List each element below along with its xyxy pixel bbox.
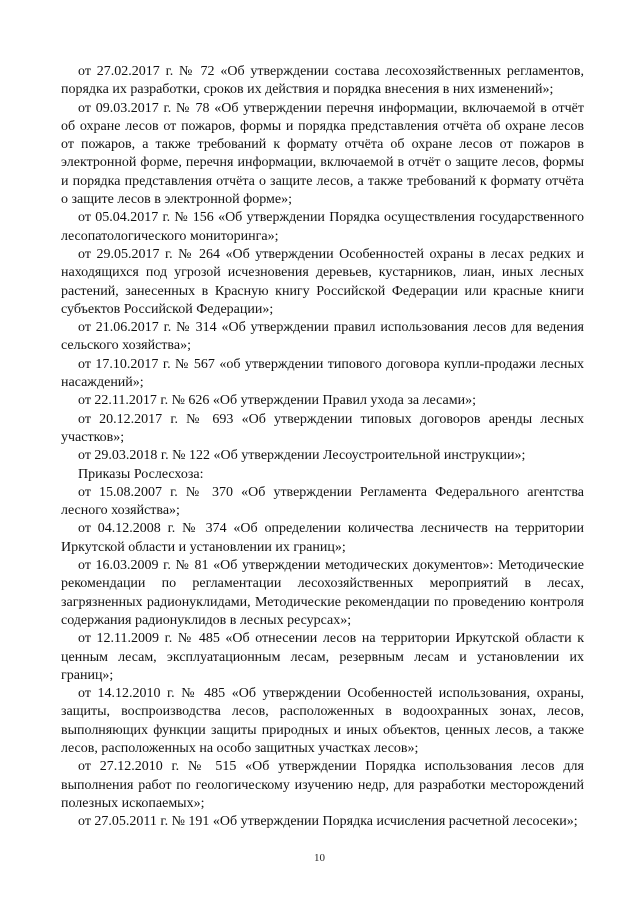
paragraph: от 09.03.2017 г. № 78 «Об утверждении перечня информации, включаемой в отчёт об охране лесов от пожаров, формы и порядка представления отчёта об охране лесов от пожаров, а также требований к формату отчёта об охране лесов от пожаров в электронной форме, перечня информации, включаемой в отчёт о защите лесов, формы и порядка представления отчёта о защите лесов, а также требований к формату отчёта о защите лесов в электронной форме»; xyxy=(61,100,584,208)
paragraph: от 14.12.2010 г. № 485 «Об утверждении Особенностей использования, охраны, защиты, воспроизводства лесов, расположенных в водоохранных зонах, лесов, выполняющих функции защиты природных и иных объектов, ценных лесов, а также лесов, расположенных на особо защитных участках лесов»; xyxy=(61,686,584,756)
paragraph: от 20.12.2017 г. № 693 «Об утверждении типовых договоров аренды лесных участков»; xyxy=(61,411,584,445)
paragraph: от 21.06.2017 г. № 314 «Об утверждении правил использования лесов для ведения сельского хозяйства»; xyxy=(61,320,584,354)
paragraph: от 29.05.2017 г. № 264 «Об утверждении Особенностей охраны в лесах редких и находящихся под угрозой исчезновения деревьев, кустарников, лиан, иных лесных растений, занесенных в Красную книгу Российской Федерации или красные книги субъектов Российской Федерации»; xyxy=(61,246,584,317)
paragraph: от 05.04.2017 г. № 156 «Об утверждении Порядка осуществления государственного лесопатологического мониторинга»; xyxy=(61,210,584,244)
page-number: 10 xyxy=(314,852,325,864)
section-heading: Приказы Рослесхоза: xyxy=(78,466,204,482)
document-body xyxy=(61,63,584,831)
paragraph: от 29.03.2018 г. № 122 «Об утверждении Лесоустроительной инструкции»; xyxy=(78,448,526,464)
paragraph: от 17.10.2017 г. № 567 «об утверждении типового договора купли-продажи лесных насаждений»; xyxy=(61,356,584,391)
paragraph: от 12.11.2009 г. № 485 «Об отнесении лесов на территории Иркутской области к ценным лесам, эксплуатационным лесам, резервным лесам и установлении их границ»; xyxy=(61,631,584,683)
paragraph: от 22.11.2017 г. № 626 «Об утверждении Правил ухода за лесами»; xyxy=(78,393,476,409)
paragraph: от 27.12.2010 г. № 515 «Об утверждении Порядка использования лесов для выполнения работ по геологическому изучению недр, для разработки месторождений полезных ископаемых»; xyxy=(61,759,584,811)
paragraph: от 27.05.2011 г. № 191 «Об утверждении Порядка исчисления расчетной лесосеки»; xyxy=(78,814,578,830)
paragraph: от 16.03.2009 г. № 81 «Об утверждении методических документов»: Методические рекомендации по регламентации лесохозяйственных мероприятий в лесах, загрязненных радионуклидами, Методические рекомендации по проведению контроля содержания радионуклидов в лесных ресурсах»; xyxy=(61,558,584,628)
paragraph: от 04.12.2008 г. № 374 «Об определении количества лесничеств на территории Иркутской области и установлении их границ»; xyxy=(61,521,584,555)
paragraph: от 27.02.2017 г. № 72 «Об утверждении состава лесохозяйственных регламентов, порядка их разработки, сроков их действия и порядка внесения в них изменений»; xyxy=(61,64,584,98)
paragraph: от 15.08.2007 г. № 370 «Об утверждении Регламента Федерального агентства лесного хозяйства»; xyxy=(61,484,584,519)
